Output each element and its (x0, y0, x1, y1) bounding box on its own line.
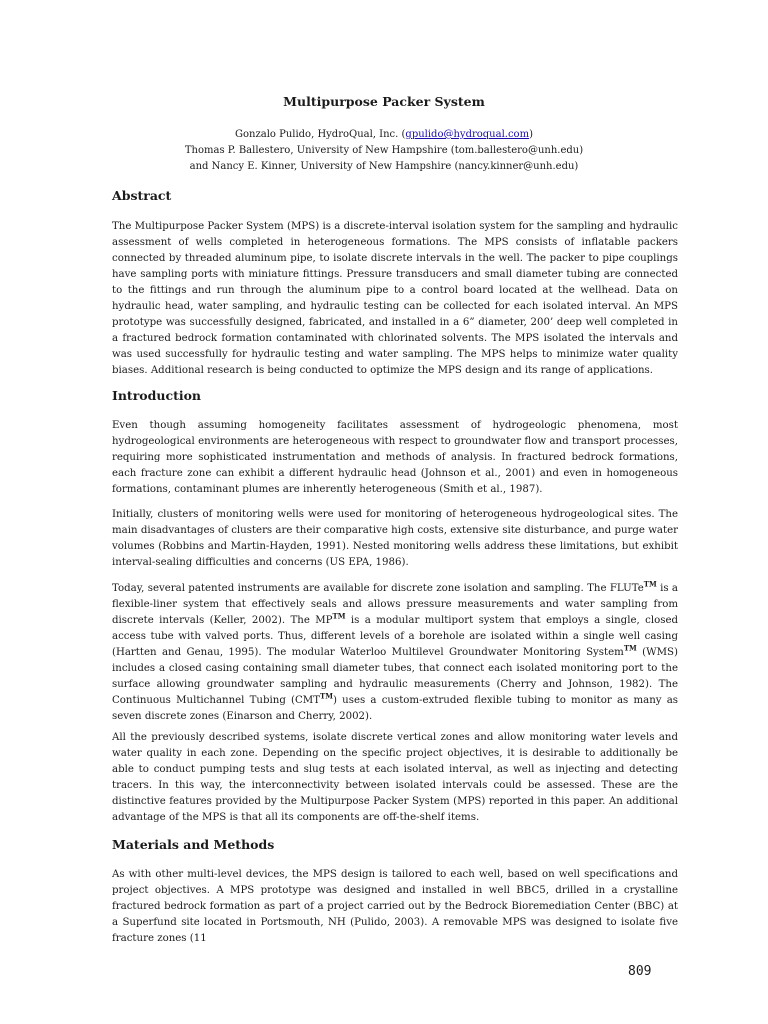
paper-title: Multipurpose Packer System (283, 94, 485, 109)
author-1-text: Gonzalo Pulido, HydroQual, Inc. ( (235, 129, 406, 140)
introduction-paragraph-2: Initially, clusters of monitoring wells were used for monitoring of heterogeneous hydrogeological sites. The main disadvantages of clusters are their comparative high costs, extensive site disturbance, and purge water volumes (Robbins and Martin-Hayden, 1991). Nested monitoring wells address these limitations, but exhibit interval-sealing difficulties and concerns (US EPA, 1986). (112, 509, 678, 568)
introduction-paragraph-4: All the previously described systems, isolate discrete vertical zones and allow monitoring water levels and water quality in each zone. Depending on the specific project objectives, it is desirable to additionally be able to conduct pumping tests and slug tests at each isolated interval, as well as injecting and detecting tracers. In this way, the interconnectivity between isolated intervals could be assessed. These are the distinctive features provided by the Multipurpose Packer System (MPS) reported in this paper. An additional advantage of the MPS is that all its components are off-the-shelf items. (112, 732, 678, 823)
p3-segment-2: is a flexible-liner system that effectively seals and allows pressure measurements and water sampling from discrete intervals (Keller, 2002). The MP (112, 583, 678, 626)
p3-segment-5: ) uses a custom-extruded flexible tubing to monitor as many as seven discrete zones (Einarson and Cherry, 2002). (112, 695, 679, 722)
author-line-3: and Nancy E. Kinner, University of New Hampshire (nancy.kinner@unh.edu) (189, 161, 579, 172)
trademark-mark-4: TM (320, 691, 334, 701)
methods-heading: Materials and Methods (112, 837, 275, 852)
trademark-mark-3: TM (623, 643, 637, 653)
methods-paragraph-1: As with other multi-level devices, the MPS design is tailored to each well, based on well specifications and project objectives. A MPS prototype was designed and installed in well BBC5, drilled in a crystalline fractured bedrock formation as part of a project carried out by the Bedrock Bioremediation Center (BBC) at a Superfund site located in Portsmouth, NH (Pulido, 2003). A removable MPS was designed to isolate five fracture zones (11 (112, 869, 678, 944)
trademark-mark-1: TM (643, 579, 657, 589)
abstract-heading: Abstract (112, 188, 172, 203)
introduction-paragraph-3 (112, 581, 678, 725)
abstract-paragraph: The Multipurpose Packer System (MPS) is a discrete-interval isolation system for the sampling and hydraulic assessment of wells completed in heterogeneous formations. The MPS consists of inflatable packers connected by threaded aluminum pipe, to isolate discrete intervals in the well. The packer to pipe couplings have sampling ports with miniature fittings. Pressure transducers and small diameter tubing are connected to the fittings and run through the aluminum pipe to a control board located at the wellhead. Data on hydraulic head, water sampling, and hydraulic testing can be collected for each isolated interval. An MPS prototype was successfully designed, fabricated, and installed in a 6” diameter, 200’ deep well completed in a fractured bedrock formation contaminated with chlorinated solvents. The MPS isolated the intervals and was used successfully for hydraulic testing and water sampling. The MPS helps to minimize water quality biases. Additional research is being conducted to optimize the MPS design and its range of applications. (112, 221, 678, 376)
introduction-paragraph-1: Even though assuming homogeneity facilitates assessment of hydrogeologic phenomena, most hydrogeological environments are heterogeneous with respect to groundwater flow and transport processes, requiring more sophisticated instrumentation and methods of analysis. In fractured bedrock formations, each fracture zone can exhibit a different hydraulic head (Johnson et al., 2001) and even in homogeneous formations, contaminant plumes are inherently heterogeneous (Smith et al., 1987). (112, 420, 678, 495)
trademark-mark-2: TM (332, 611, 346, 621)
p3-segment-3: is a modular multiport system that employs a single, closed access tube with valved ports. Thus, different levels of a borehole are isolated within a single well casing (Hartten and Genau, 1995). The modular Waterloo Multilevel Groundwater Monitoring System (112, 615, 678, 658)
author-1-email-link[interactable]: gpulido@hydroqual.com (405, 129, 530, 140)
author-line-1 (0, 127, 768, 143)
author-1-close: ) (529, 129, 533, 140)
introduction-heading: Introduction (112, 388, 202, 403)
p3-segment-1: Today, several patented instruments are available for discrete zone isolation and sampling. The FLUTe (112, 583, 644, 594)
p3-segment-4: (WMS) includes a closed casing containing small diameter tubes, that connect each isolated monitoring port to the surface allowing groundwater sampling and hydraulic measurements (Cherry and Johnson, 1982). The Continuous Multichannel Tubing (CMT (112, 647, 678, 706)
author-line-2: Thomas P. Ballestero, University of New Hampshire (tom.ballestero@unh.edu) (184, 145, 584, 156)
page-number: 809 (628, 964, 652, 979)
author-block (0, 127, 768, 175)
